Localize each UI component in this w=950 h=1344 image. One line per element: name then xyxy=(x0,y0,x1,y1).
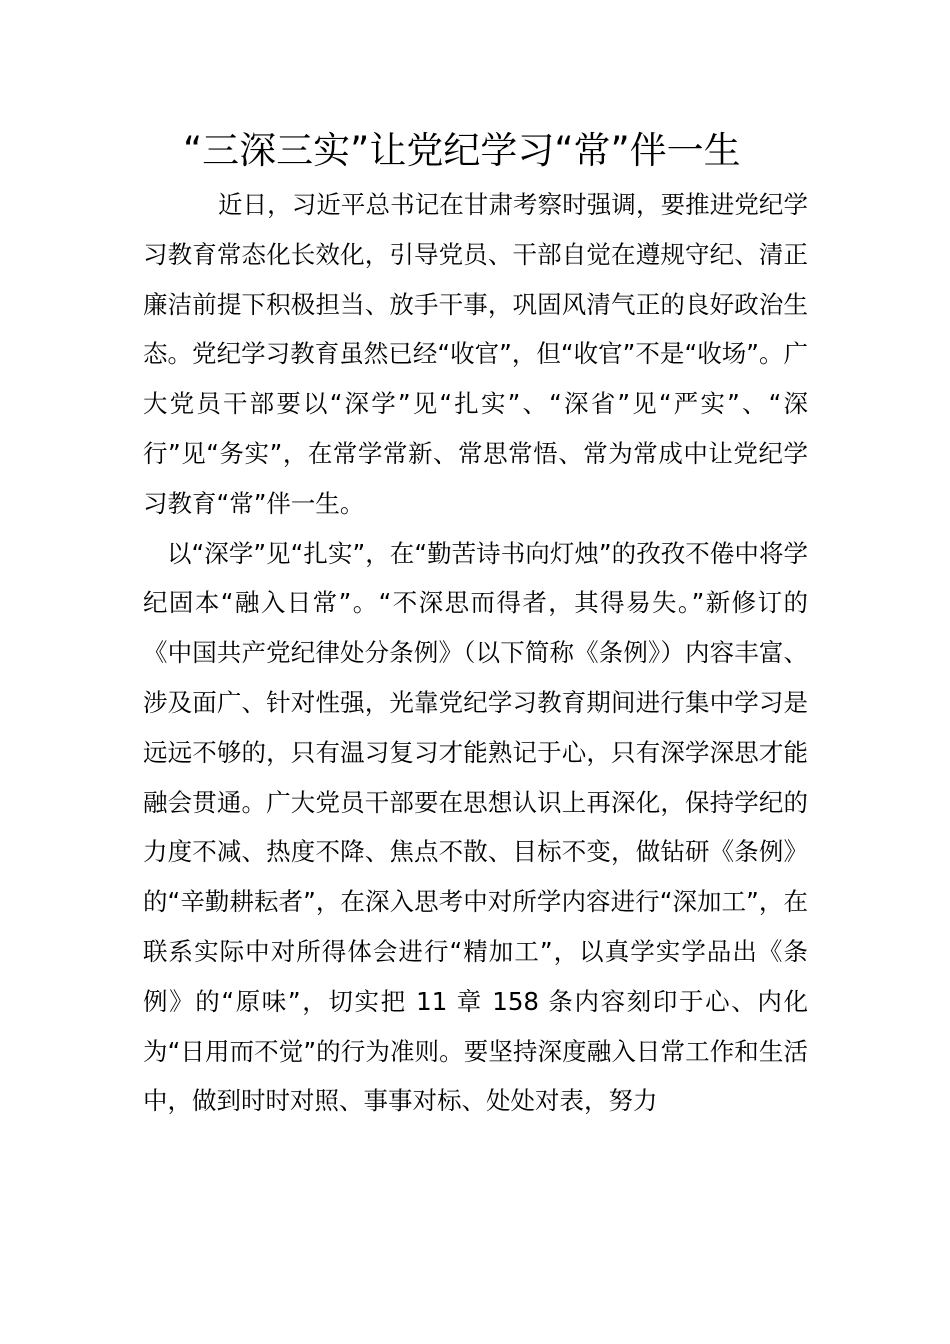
paragraph-2: 以“深学”见“扎实”，在“勤苦诗书向灯烛”的孜孜不倦中将学纪固本“融入日常”。“不深思而得者，其得易失。”新修订的《中国共产党纪律处分条例》（以下简称《条例》）内容丰富、涉及面广、针对性强，光靠党纪学习教育期间进行集中学习是远远不够的，只有温习复习才能熟记于心，只有深学深思才能融会贯通。广大党员干部要在思想认识上再深化，保持学纪的力度不减、热度不降、焦点不散、目标不变，做钻研《条例》的“辛勤耕耘者”，在深入思考中对所学内容进行“深加工”，在联系实际中对所得体会进行“精加工”，以真学实学品出《条例》的“原味”，切实把 11 章 158 条内容刻印于心、内化为“日用而不觉”的行为准则。要坚持深度融入日常工作和生活中，做到时时对照、事事对标、处处对表，努力 xyxy=(143,538,808,1116)
document-page xyxy=(143,124,808,1126)
paragraph-1: 近日，习近平总书记在甘肃考察时强调，要推进党纪学习教育常态化长效化，引导党员、干部自觉在遵规守纪、清正廉洁前提下积极担当、放手干事，巩固风清气正的良好政治生态。党纪学习教育虽然已经“收官”，但“收官”不是“收场”。广大党员干部要以“深学”见“扎实”、“深省”见“严实”、“深行”见“务实”，在常学常新、常思常悟、常为常成中让党纪学习教育“常”伴一生。 xyxy=(143,190,808,518)
document-title: “三深三实”让党纪学习“常”伴一生 xyxy=(183,129,741,172)
